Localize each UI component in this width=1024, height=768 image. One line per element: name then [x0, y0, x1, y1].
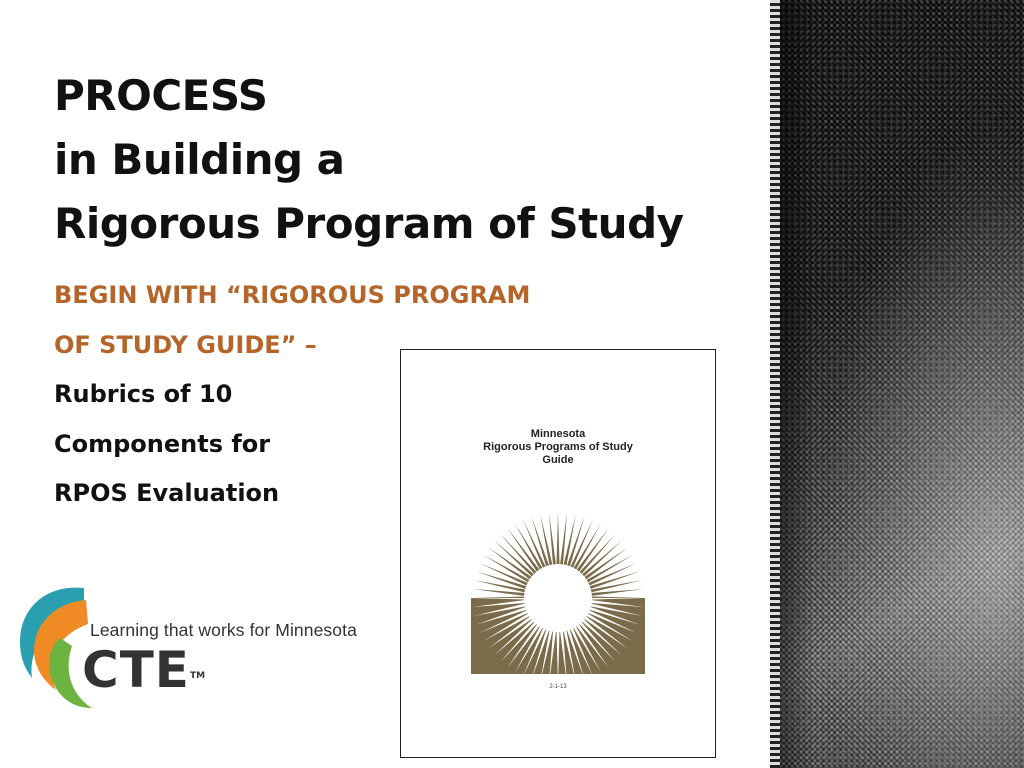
slide-title [54, 64, 754, 256]
guide-title [401, 428, 715, 467]
cte-wordmark [82, 641, 206, 699]
sunburst-emblem-icon [471, 512, 645, 674]
guide-document-image [400, 349, 716, 758]
cte-logo [16, 580, 376, 710]
cte-tagline: Learning that works for Minnesota [90, 620, 357, 640]
body-line-2: Components for [54, 429, 271, 458]
guide-title-line-2: Rigorous Programs of Study [483, 441, 633, 453]
title-line-2: in Building a [54, 135, 345, 184]
guide-title-line-1: Minnesota [530, 428, 586, 440]
body-line-1: Rubrics of 10 [54, 380, 233, 408]
guide-title-line-3: Guide [542, 454, 574, 466]
body-accent-line-2: OF STUDY GUIDE” – [54, 330, 317, 359]
guide-date: 2-1-13 [549, 684, 567, 690]
cte-mark: CTE [82, 641, 190, 699]
body-accent-line-1: BEGIN WITH “RIGOROUS PROGRAM [54, 281, 531, 309]
title-line-3: Rigorous Program of Study [54, 199, 684, 248]
decorative-side-panel [770, 0, 1024, 768]
body-line-3: RPOS Evaluation [54, 479, 280, 507]
trademark-symbol: TM [189, 671, 206, 681]
slide-body [54, 271, 531, 519]
title-line-1: PROCESS [54, 71, 268, 120]
